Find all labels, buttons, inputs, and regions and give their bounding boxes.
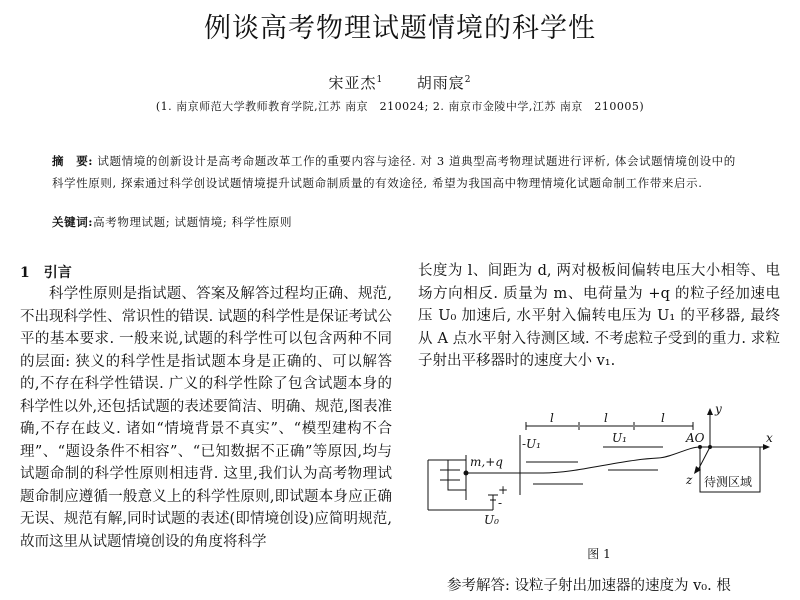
point-a [698,445,702,449]
voltage-label: U₁ [612,431,627,445]
particle-path [543,447,700,473]
translator-diagram [418,400,780,550]
origin-point [708,445,712,449]
answer-text: 参考解答: 设粒子射出加速器的速度为 v₀. 根 [447,578,731,594]
abstract-label: 摘 要: [52,154,94,168]
section-heading: 1 引言 [20,265,72,281]
author-1-affil-mark: 1 [376,75,384,85]
author-1: 宋亚杰 [328,74,377,92]
y-axis-arrowhead [707,408,713,415]
abstract-text: 试题情境的创新设计是高考命题改革工作的重要内容与途径. 对 3 道典型高考物理试题进行评析, 体会试题情境创设中的科学性原则, 探索通过科学创设试题情境提升试题命制质量的有效途径, 希望为我国高中物理情境化试题命制工作带来启示. [52,154,736,190]
region-label: 待测区域 [704,475,753,489]
particle-dot [464,471,469,476]
point-label: AO [686,431,705,445]
voltage-label: U₀ [484,513,499,527]
figure-caption: 图 1 [587,547,611,561]
particle-label: m,+q [470,455,503,469]
z-axis-label: z [686,473,693,487]
keywords-text: 高考物理试题; 试题情境; 科学性原则 [93,215,293,229]
author-2-affil-mark: 2 [464,75,472,85]
left-column [20,283,392,553]
dimension-label: l [604,411,608,425]
problem-paragraph: 长度为 l、间距为 d, 两对极板间偏转电压大小相等、电场方向相反. 质量为 m、电荷量为 +q 的粒子经加速电压 U₀ 加速后, 水平射入偏转电压为 U₁ 的平移器, 最终从 A 点水平射入待测区域. 不考虑粒子受到的重力. 求粒子射出平移器时的速度大小 v₁. [418,263,780,369]
accelerator-plate [448,460,466,490]
author-line [0,72,800,93]
keywords-label: 关键词: [52,215,94,229]
y-axis-label: y [715,402,722,416]
right-column [418,260,780,373]
author-2: 胡雨宸 [416,74,465,92]
battery-minus-label: - [498,496,503,510]
section-paragraph: 科学性原则是指试题、答案及解答过程均正确、规范,不出现科学性、常识性的错误. 试题的科学性是保证考试公平的基本要求. 一般来说,试题的科学性可以包含两种不同的层面: 狭义的科学性是指试题本身是正确的、可以解答的,不存在科学性错误. 广义的科学性除了包含试题本身的科学性以外,还包括试题的表述要简洁、明确、规范,图表准确,不存在歧义. 诸如“情境背景不真实”、“模型建构不合理”、“题设条件不相容”、“已知数据不正确”等原因,均与试题命制的科学性原则相违背. 这里,我们认为高考物理试题命制应遵循一般意义上的科学性原则,即试题本身应正确无误、规范有解,同时试题的表述(即情境创设)应简明规范,故而这里从试题情境创设的角度将科学 [20,286,392,550]
voltage-label: -U₁ [522,437,541,451]
battery-plus-label: + [498,483,509,497]
paper-title: 例谈高考物理试题情境的科学性 [204,13,596,44]
x-axis-label: x [766,431,773,445]
figure-1 [418,400,780,550]
abstract [52,150,747,194]
affiliations: (1. 南京师范大学教师教育学院,江苏 南京 210024; 2. 南京市金陵中学,江苏 南京 210005) [155,100,645,113]
dimension-label: l [550,411,554,425]
dimension-label: l [661,411,665,425]
keywords [52,214,292,230]
